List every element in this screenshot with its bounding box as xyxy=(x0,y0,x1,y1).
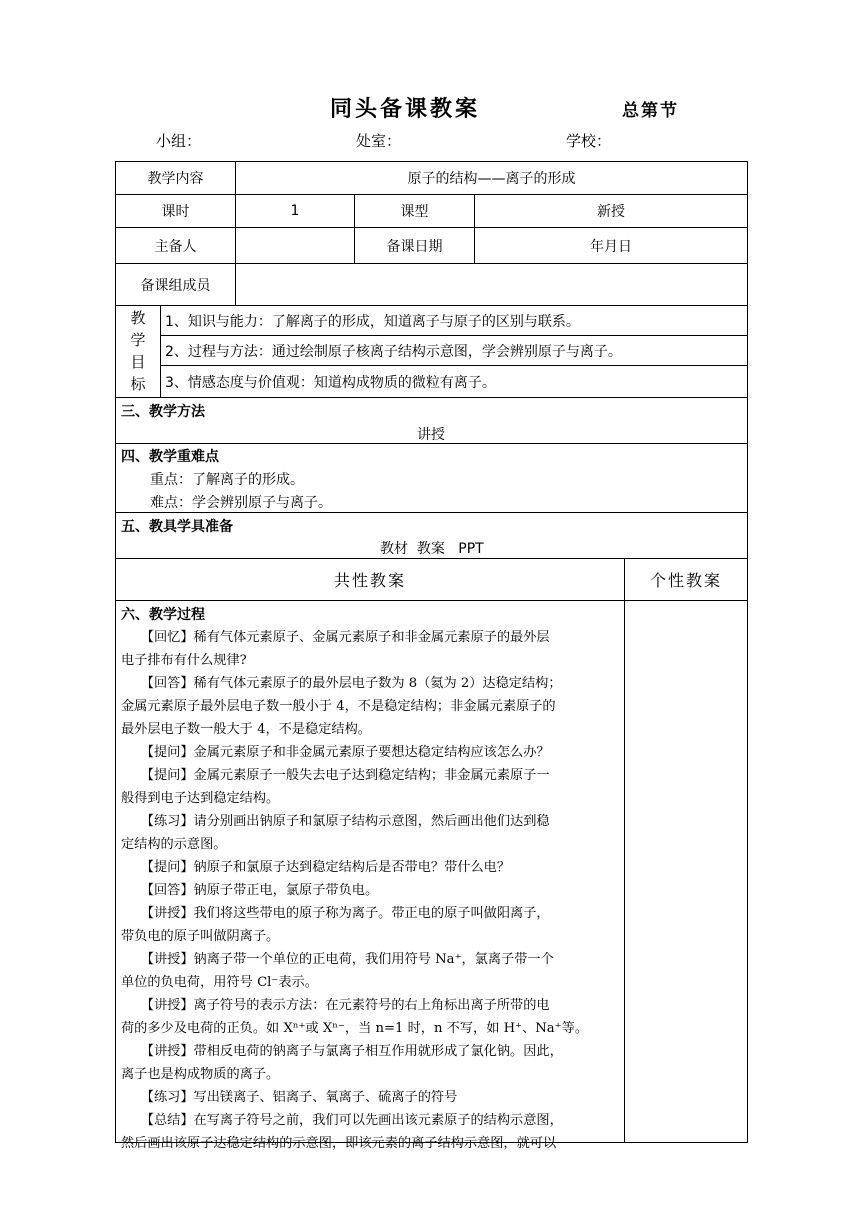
process-line: 般得到电子达到稳定结构。 xyxy=(121,791,280,806)
process-line: 带负电的原子叫做阴离子。 xyxy=(121,929,280,944)
method-title: 三、教学方法 xyxy=(121,404,205,420)
process-line: 【讲授】我们将这些带电的原子称为离子。带正电的原子叫做阳离子， xyxy=(121,906,550,921)
process-body xyxy=(121,626,621,1155)
key-points-title: 四、教学重难点 xyxy=(121,449,219,465)
period-value: 1 xyxy=(290,203,300,219)
process-line: 定结构的示意图。 xyxy=(121,837,227,852)
type-label: 课型 xyxy=(400,204,429,220)
objective-item: 1、知识与能力：了解离子的形成，知道离子与原子的区别与联系。 xyxy=(165,313,580,330)
key-point: 重点：了解离子的形成。 xyxy=(150,472,304,488)
objective-item: 2、过程与方法：通过绘制原子核离子结构示意图，学会辨别原子与离子。 xyxy=(165,343,622,360)
process-title: 六、教学过程 xyxy=(121,607,205,623)
tools-title: 五、教具学具准备 xyxy=(121,519,233,535)
process-line: 最外层电子数一般大于 4，不是稳定结构。 xyxy=(121,722,371,737)
date-value: 年月日 xyxy=(590,238,632,255)
process-line: 单位的负电荷，用符号 Cl⁻表示。 xyxy=(121,975,318,990)
process-line: 离子也是构成物质的离子。 xyxy=(121,1067,280,1082)
period-label: 课时 xyxy=(161,204,190,220)
preparer-value xyxy=(236,228,354,263)
process-line: 【回答】钠原子带正电，氯原子带负电。 xyxy=(121,883,379,898)
objective-item: 3、情感态度与价值观：知道构成物质的微粒有离子。 xyxy=(165,374,496,391)
group-label: 小组： xyxy=(156,132,202,150)
process-line: 【提问】钠原子和氯原子达到稳定结构后是否带电？带什么电？ xyxy=(121,860,511,875)
process-line: 金属元素原子最外层电子数一般小于 4，不是稳定结构；非金属元素原子的 xyxy=(121,699,556,714)
process-line: 【总结】在写离子符号之前，我们可以先画出该元素原子的结构示意图， xyxy=(121,1113,563,1128)
process-line: 然后画出该原子达稳定结构的示意图，即该元素的离子结构示意图，就可以 xyxy=(121,1136,557,1151)
preparer-label: 主备人 xyxy=(154,238,197,255)
method-value: 讲授 xyxy=(417,427,445,443)
page-title: 同头备课教案 xyxy=(330,97,481,122)
process-line: 【练习】写出镁离子、铝离子、氧离子、硫离子的符号 xyxy=(121,1090,458,1105)
difficult-point: 难点：学会辨别原子与离子。 xyxy=(150,495,332,511)
process-line: 【讲授】带相反电荷的钠离子与氯离子相互作用就形成了氯化钠。因此， xyxy=(121,1044,563,1059)
individual-plan-header: 个性教案 xyxy=(649,571,722,590)
date-label: 备课日期 xyxy=(386,238,443,255)
process-line: 【回答】稀有气体元素原子的最外层电子数为 8（氦为 2）达稳定结构； xyxy=(121,676,562,691)
common-plan-header: 共性教案 xyxy=(333,571,406,590)
content-value: 原子的结构——离子的形成 xyxy=(407,171,576,187)
process-line: 【讲授】离子符号的表示方法：在元素符号的右上角标出离子所带的电 xyxy=(121,998,550,1013)
members-value xyxy=(236,264,747,305)
content-label: 教学内容 xyxy=(147,171,204,187)
school-label: 学校： xyxy=(566,132,612,150)
tools-value: 教材 教案 PPT xyxy=(380,541,484,557)
process-line: 【回忆】稀有气体元素原子、金属元素原子和非金属元素原子的最外层 xyxy=(121,630,550,645)
process-line: 【提问】金属元素原子一般失去电子达到稳定结构；非金属元素原子一 xyxy=(121,768,550,783)
process-line: 荷的多少及电荷的正负。如 Xⁿ⁺或 Xⁿ⁻，当 n=1 时，n 不写，如 H⁺、Na⁺等。 xyxy=(121,1021,589,1036)
process-line: 【练习】请分别画出钠原子和氯原子结构示意图，然后画出他们达到稳 xyxy=(121,814,550,829)
process-line: 电子排布有什么规律? xyxy=(121,653,247,668)
total-section-label: 总第节 xyxy=(622,101,679,121)
office-label: 处室： xyxy=(356,132,402,150)
type-value: 新授 xyxy=(597,204,625,220)
members-label: 备课组成员 xyxy=(140,277,211,294)
process-line: 【讲授】钠离子带一个单位的正电荷，我们用符号 Na⁺，氯离子带一个 xyxy=(121,952,554,967)
objectives-label: 教 学 目 标 xyxy=(130,309,146,393)
process-line: 【提问】金属元素原子和非金属元素原子要想达稳定结构应该怎么办？ xyxy=(121,745,550,760)
